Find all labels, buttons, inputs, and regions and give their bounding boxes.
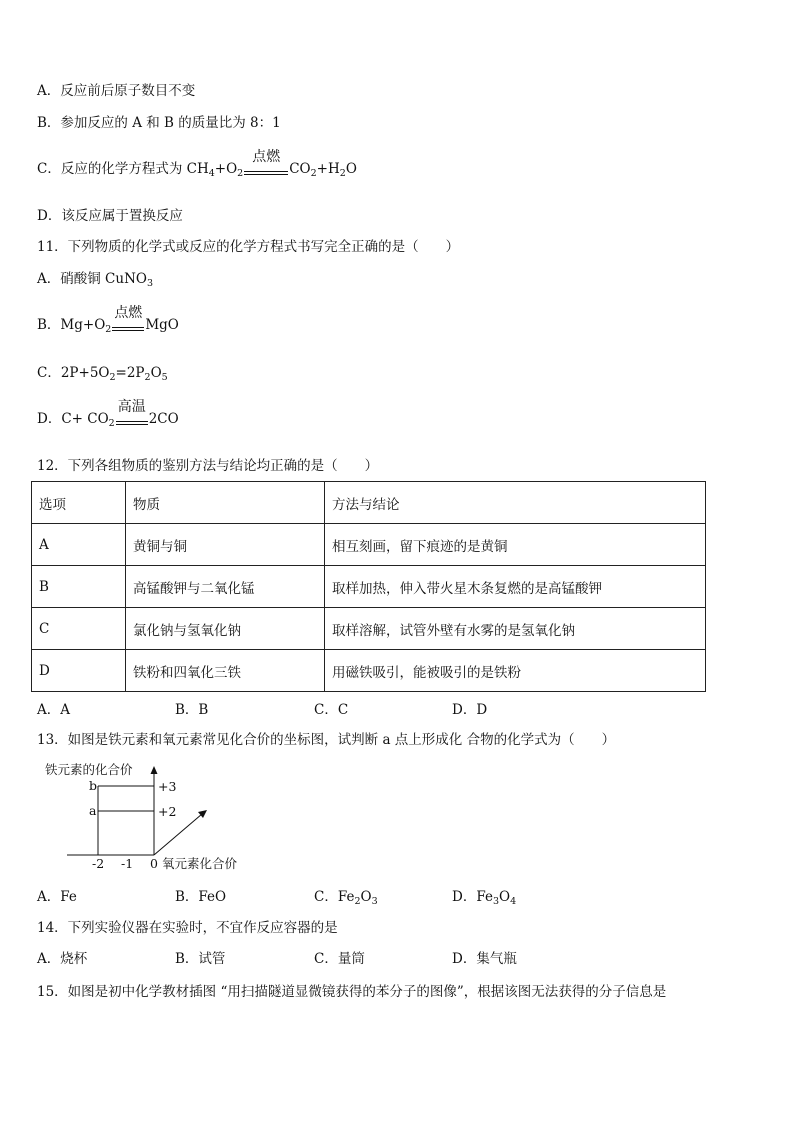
q13-d-o: O (499, 889, 511, 905)
table-header-cell: 方法与结论 (325, 482, 706, 524)
label-plus2: +2 (158, 804, 177, 819)
reaction-condition-arrow (112, 305, 144, 339)
q10-c-prefix: C．反应的化学方程式为 CH (37, 161, 209, 177)
y-axis-label: 铁元素的化合价 (45, 762, 133, 777)
q14-option-c: C．量筒 (314, 951, 365, 967)
q10-option-b: B．参加反应的 A 和 B 的质量比为 8：1 (37, 115, 281, 131)
q11-a-text: A．硝酸铜 CuNO (37, 271, 147, 287)
q11-option-a: A．硝酸铜 CuNO$_3$ (37, 271, 153, 289)
q11-option-c: C．$2P+5O_2=2P_2O_5$ (37, 365, 168, 383)
label-a: a (89, 803, 97, 818)
q13-option-b: B．FeO (175, 889, 227, 905)
q10-c-mid: +O (214, 161, 238, 177)
q14-stem: 14．下列实验仪器在实验时，不宜作反应容器的是 (37, 920, 338, 936)
table-cell: 取样溶解，试管外壁有水雾的是氢氧化钠 (325, 608, 706, 650)
table-cell: 取样加热，伸入带火星木条复燃的是高锰酸钾 (325, 566, 706, 608)
q13-d-fe: D．Fe (452, 889, 493, 905)
q12-option-c: C．C (314, 702, 349, 718)
q10-option-a: A．反应前后原子数目不变 (37, 83, 196, 99)
q10-option-c: C．反应的化学方程式为 $CH_4+O_2$ 点燃 $CO_2+H_2O$ (37, 160, 357, 183)
table-cell: 高锰酸钾与二氧化锰 (126, 566, 325, 608)
q13-c-o: O (360, 889, 372, 905)
q13-c-fe: C．Fe (314, 889, 355, 905)
table-cell: 氯化钠与氢氧化钠 (126, 608, 325, 650)
table-header-cell: 选项 (32, 482, 126, 524)
q11-c-mid: =2P (115, 365, 145, 381)
q12-option-d: D．D (452, 702, 488, 718)
table-row (32, 524, 706, 566)
q11-d-product: 2CO (148, 411, 179, 427)
table-cell: 相互刻画，留下痕迹的是黄铜 (325, 524, 706, 566)
q11-c-o: O (150, 365, 162, 381)
q13-option-c: C．$Fe_2O_3$ (314, 889, 378, 907)
table-cell: 黄铜与铜 (126, 524, 325, 566)
table-header-cell: 物质 (126, 482, 325, 524)
condition-text: 高温 (117, 399, 146, 415)
diagonal-arrow (154, 814, 202, 855)
q11-c-text: C．2P+5O (37, 365, 110, 381)
table-row (32, 566, 706, 608)
table-cell: B (32, 566, 126, 608)
table-header-row (32, 482, 706, 524)
table-cell: 用磁铁吸引，能被吸引的是铁粉 (325, 650, 706, 692)
table-cell: D (32, 650, 126, 692)
q13-option-a: A．Fe (37, 889, 77, 905)
x-axis-label: 氧元素化合价 (162, 856, 238, 871)
q11-stem: 11．下列物质的化学式或反应的化学方程式书写完全正确的是（ ） (37, 239, 460, 255)
y-axis-arrowhead (151, 766, 158, 774)
q13-option-d: D．$Fe_3O_4$ (452, 889, 517, 907)
q14-option-d: D．集气瓶 (452, 951, 517, 967)
reaction-condition-arrow (244, 149, 288, 183)
x-tick-minus1: -1 (121, 856, 134, 871)
q12-table (31, 481, 706, 692)
label-plus3: +3 (158, 779, 177, 794)
table-cell: A (32, 524, 126, 566)
q12-stem: 12．下列各组物质的鉴别方法与结论均正确的是（ ） (37, 458, 379, 474)
q15-stem: 15．如图是初中化学教材插图 “用扫描隧道显微镜获得的苯分子的图像”，根据该图无法获得的分子信息是 (37, 984, 667, 1000)
table-row (32, 650, 706, 692)
q14-option-b: B．试管 (175, 951, 226, 967)
label-b: b (89, 778, 98, 793)
q10-c-end: O (345, 161, 357, 177)
valence-coordinate-graph (45, 758, 262, 876)
table-cell: 铁粉和四氧化三铁 (126, 650, 325, 692)
reaction-condition-arrow (116, 399, 148, 433)
condition-text: 点燃 (114, 305, 143, 321)
q10-option-d: D．该反应属于置换反应 (37, 208, 183, 224)
q14-option-a: A．烧杯 (37, 951, 88, 967)
table-row (32, 608, 706, 650)
q10-c-tail: +H (316, 161, 340, 177)
table-cell: C (32, 608, 126, 650)
q11-option-b: B．$Mg+O_2$ 点燃 MgO (37, 316, 179, 339)
q11-b-product: MgO (145, 317, 179, 333)
x-tick-minus2: -2 (92, 856, 105, 871)
condition-text: 点燃 (252, 149, 281, 165)
q12-option-b: B．B (175, 702, 209, 718)
q11-b-prefix: B．Mg+O (37, 317, 106, 333)
q11-d-prefix: D．C+ CO (37, 411, 109, 427)
q12-option-a: A．A (37, 702, 70, 718)
q11-option-d: D．$C+ CO_2$ 高温 2CO (37, 410, 179, 433)
q13-stem: 13．如图是铁元素和氧元素常见化合价的坐标图，试判断 a 点上形成化 合物的化学式为（ ） (37, 732, 616, 748)
x-tick-0: 0 (150, 856, 158, 871)
q10-c-products: CO (289, 161, 311, 177)
